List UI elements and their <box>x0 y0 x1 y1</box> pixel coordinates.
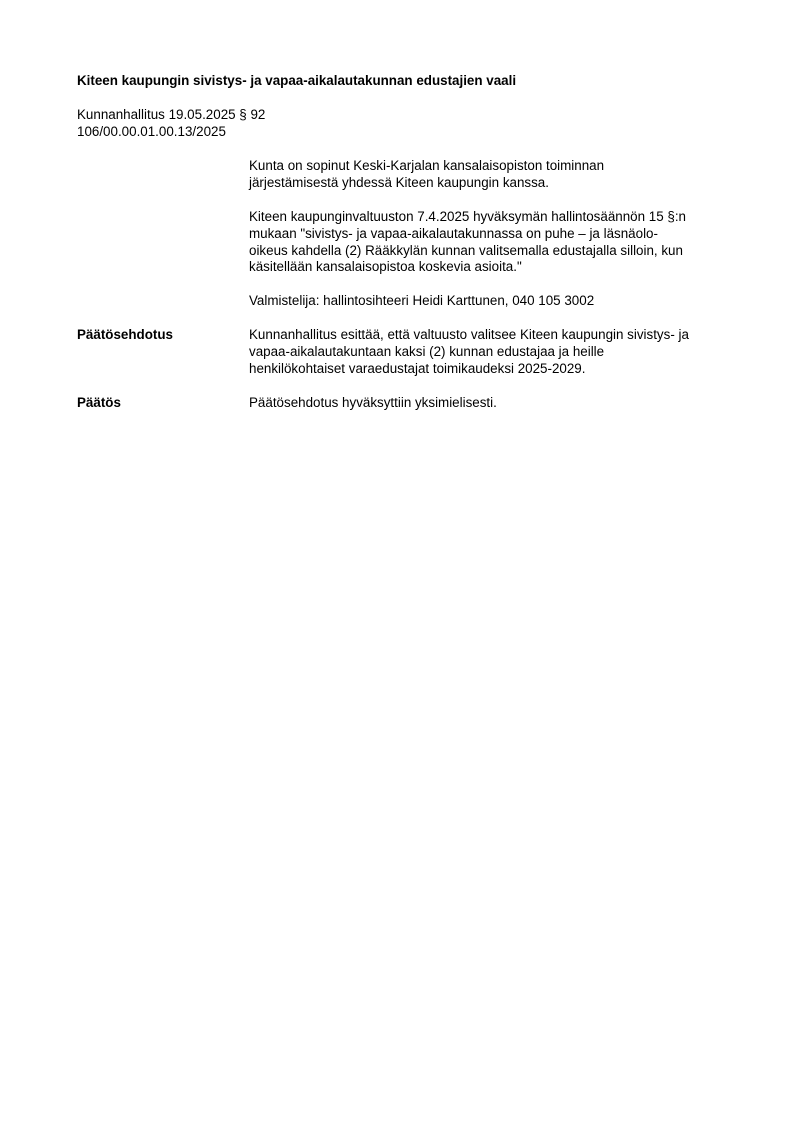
background-line: järjestämisestä yhdessä Kiteen kaupungin kanssa. <box>249 174 549 190</box>
proposal-label: Päätösehdotus <box>77 327 173 342</box>
proposal-line: henkilökohtaiset varaedustajat toimikaudeksi 2025-2029. <box>249 360 586 376</box>
background-line: Kunta on sopinut Keski-Karjalan kansalaisopiston toiminnan <box>249 158 605 173</box>
regulation-line: mukaan "sivistys- ja vapaa-aikalautakunnassa on puhe – ja läsnäolo- <box>249 225 658 241</box>
decision-label: Päätös <box>77 395 121 410</box>
meeting-reference: Kunnanhallitus 19.05.2025 § 92 <box>77 107 266 122</box>
proposal-line: Kunnanhallitus esittää, että valtuusto valitsee Kiteen kaupungin sivistys- ja <box>249 327 689 342</box>
regulation-paragraph <box>249 209 739 276</box>
regulation-line: Kiteen kaupunginvaltuuston 7.4.2025 hyväksymän hallintosäännön 15 §:n <box>249 209 687 224</box>
decision-text: Päätösehdotus hyväksyttiin yksimielisesti. <box>249 395 497 410</box>
preparer-line: Valmistelija: hallintosihteeri Heidi Karttunen, 040 105 3002 <box>249 293 595 308</box>
document-title: Kiteen kaupungin sivistys- ja vapaa-aikalautakunnan edustajien vaali <box>77 73 517 88</box>
background-paragraph <box>249 158 739 192</box>
proposal-line: vapaa-aikalautakuntaan kaksi (2) kunnan edustajaa ja heille <box>249 343 605 359</box>
proposal-paragraph <box>249 327 739 377</box>
record-number: 106/00.00.01.00.13/2025 <box>77 124 226 139</box>
regulation-line: käsitellään kansalaisopistoa koskevia asioita." <box>249 259 522 275</box>
regulation-line: oikeus kahdella (2) Rääkkylän kunnan valitsemalla edustajalla silloin, kun <box>249 242 683 258</box>
